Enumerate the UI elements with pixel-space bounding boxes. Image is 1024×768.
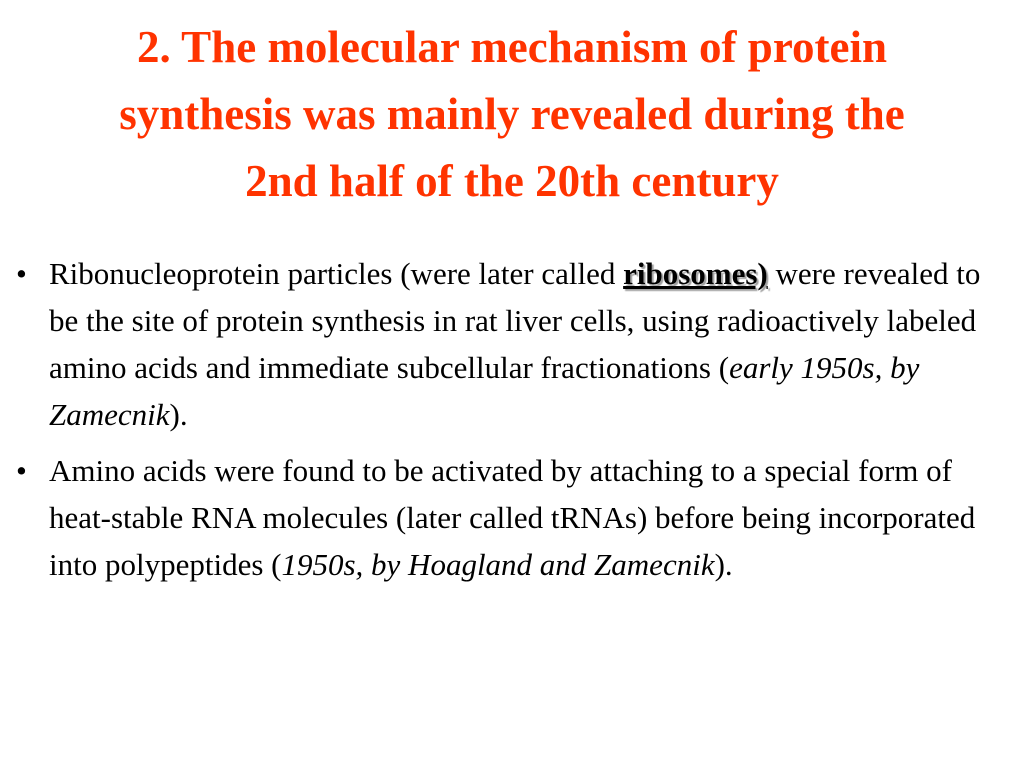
bullet-text: Amino acids were found to be activated by attaching to a special form of heat-stable RNA molecules (later called tRNAs) before being incorporated into polypeptides ( — [49, 453, 976, 582]
bullet-text: Ribonucleoprotein particles (were later called — [49, 256, 624, 291]
bullet-marker: • — [16, 453, 27, 488]
title-line-2: synthesis was mainly revealed during the — [119, 89, 905, 139]
bullet-item-trna — [16, 447, 1016, 588]
bullet-text: ). — [169, 397, 188, 432]
title-line-3: 2nd half of the 20th century — [245, 156, 779, 206]
bullet-text: ). — [714, 547, 733, 582]
bullet-text: were revealed to be the site of protein synthesis in rat liver cells, using radioactively labeled amino acids and immediate subcellular fractionations ( — [49, 256, 981, 385]
bullet-item-ribosomes — [16, 250, 1016, 438]
key-term: ribosomes) — [623, 256, 768, 291]
citation: 1950s, by Hoagland and Zamecnik — [281, 547, 715, 582]
bullet-marker: • — [16, 256, 27, 291]
citation: early 1950s, by Zamecnik — [49, 350, 920, 432]
title-line-1: 2. The molecular mechanism of protein — [137, 22, 887, 72]
bullet-list — [16, 250, 1016, 587]
slide-title — [0, 14, 1024, 215]
